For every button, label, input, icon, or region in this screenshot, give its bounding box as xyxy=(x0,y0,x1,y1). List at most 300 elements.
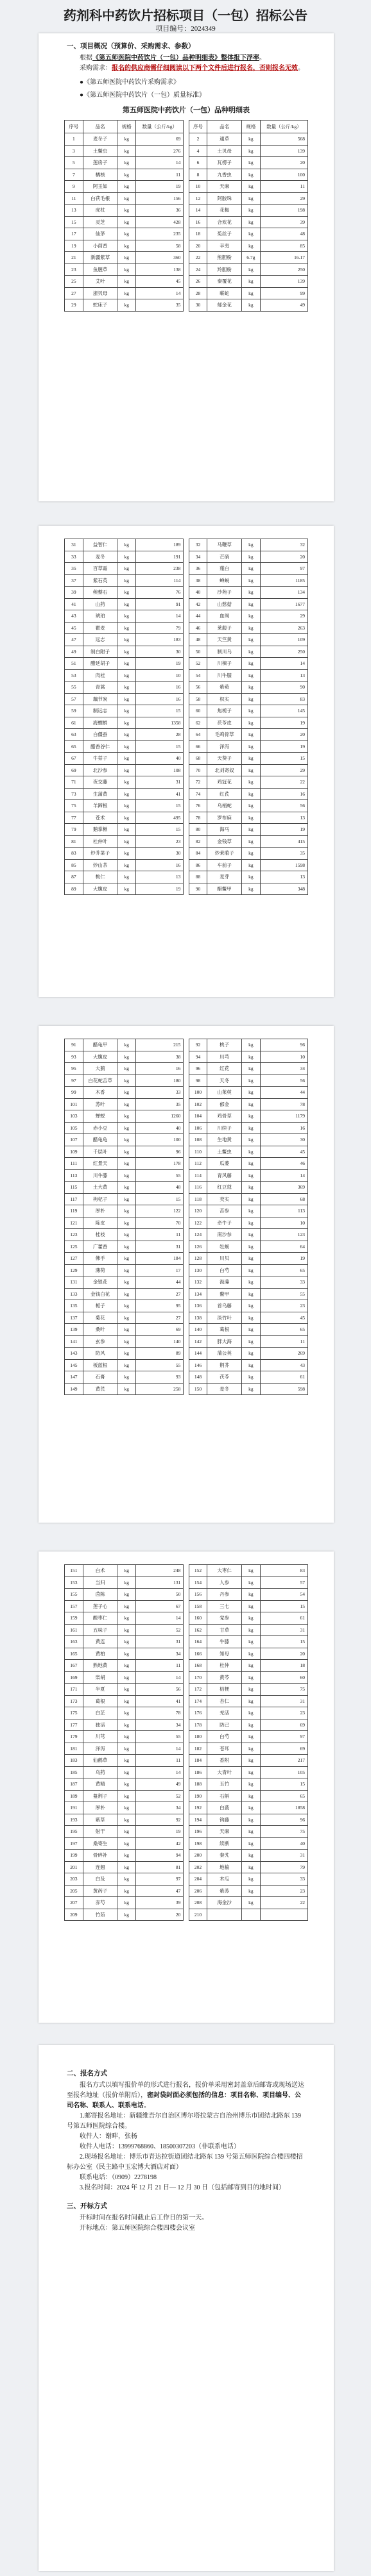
item-name: 炒山茶 xyxy=(83,859,117,871)
item-unit: kg xyxy=(241,205,260,217)
column-gap xyxy=(184,1766,189,1778)
item-name: 新疆紫草 xyxy=(83,252,117,264)
project-number: 项目编号：2024349 xyxy=(155,25,216,33)
column-gap xyxy=(184,145,189,157)
item-quantity: 139 xyxy=(260,145,307,157)
document-sheet-1 xyxy=(39,33,334,501)
item-name: 天葵子 xyxy=(207,753,242,765)
item-name: 柴胡 xyxy=(83,1671,117,1684)
item-name: 远志 xyxy=(83,634,117,646)
item-unit: kg xyxy=(241,1312,260,1324)
item-unit: kg xyxy=(241,1276,260,1289)
row-number: 111 xyxy=(65,1158,83,1170)
item-quantity: 90 xyxy=(260,682,307,694)
item-quantity: 48 xyxy=(260,228,307,240)
item-unit: kg xyxy=(117,1241,136,1253)
row-number: 164 xyxy=(189,1636,207,1648)
item-name: 毛鸡骨草 xyxy=(207,729,242,741)
item-unit: kg xyxy=(117,1814,136,1826)
item-unit: kg xyxy=(117,1205,136,1217)
item-unit: kg xyxy=(117,682,136,694)
row-number: 44 xyxy=(189,610,207,623)
row-number: 136 xyxy=(189,1300,207,1312)
item-name: 杏仁 xyxy=(207,1695,242,1707)
table-row xyxy=(65,1660,308,1672)
item-name: 半夏 xyxy=(83,1684,117,1696)
column-gap xyxy=(184,859,189,871)
item-unit: kg xyxy=(241,753,260,765)
item-name: 琥珀 xyxy=(83,610,117,623)
item-unit: kg xyxy=(117,574,136,587)
row-number: 95 xyxy=(65,1063,83,1075)
item-name: 百草霜 xyxy=(83,563,117,575)
item-quantity: 30 xyxy=(260,1134,307,1146)
row-number: 33 xyxy=(65,551,83,563)
column-gap xyxy=(184,1241,189,1253)
item-unit: kg xyxy=(241,1146,260,1158)
row-number: 154 xyxy=(189,1577,207,1589)
item-unit: kg xyxy=(241,693,260,705)
item-name: 土鳖虫 xyxy=(207,1146,242,1158)
item-unit: kg xyxy=(241,800,260,812)
row-number: 121 xyxy=(65,1217,83,1229)
item-name: 黄连 xyxy=(83,1636,117,1648)
item-name: 白芍 xyxy=(207,1731,242,1743)
document-sheet-5 xyxy=(39,2045,334,2571)
column-gap xyxy=(184,1098,189,1110)
item-name: 独活 xyxy=(83,1719,117,1731)
row-number: 14 xyxy=(189,205,207,217)
item-name: 红豆蔻 xyxy=(207,1182,242,1194)
item-unit: kg xyxy=(117,1158,136,1170)
item-quantity: 15 xyxy=(136,705,184,717)
table-row xyxy=(65,157,308,169)
item-quantity: 123 xyxy=(260,1229,307,1241)
row-number: 171 xyxy=(65,1684,83,1696)
row-number: 61 xyxy=(65,717,83,729)
item-name: 芒硝 xyxy=(207,551,242,563)
item-quantity: 93 xyxy=(136,1371,184,1384)
item-quantity: 45 xyxy=(260,1312,307,1324)
item-name xyxy=(207,1909,242,1921)
item-unit: kg xyxy=(241,1169,260,1182)
item-name: 小茴香 xyxy=(83,240,117,252)
item-name: 羊蹄根 xyxy=(83,800,117,812)
item-unit: kg xyxy=(241,1660,260,1672)
row-number: 28 xyxy=(189,287,207,299)
column-gap xyxy=(184,848,189,860)
item-quantity: 19 xyxy=(260,824,307,836)
column-gap xyxy=(184,1589,189,1601)
item-unit: kg xyxy=(117,598,136,610)
row-number: 47 xyxy=(65,634,83,646)
column-gap xyxy=(184,705,189,717)
item-name: 茵陈 xyxy=(83,1589,117,1601)
item-quantity: 33 xyxy=(260,1276,307,1289)
row-number: 53 xyxy=(65,669,83,682)
column-gap xyxy=(184,646,189,658)
item-quantity: 369 xyxy=(260,1182,307,1194)
item-name: 蛇床子 xyxy=(83,299,117,312)
item-quantity: 568 xyxy=(260,133,307,146)
item-unit: kg xyxy=(117,764,136,776)
item-quantity: 11 xyxy=(136,1755,184,1767)
item-quantity: 598 xyxy=(260,1383,307,1395)
item-unit: kg xyxy=(117,1264,136,1276)
column-gap xyxy=(184,764,189,776)
item-quantity: 27 xyxy=(136,1288,184,1300)
overview-emphasis: 《第五师医院中药饮片（一包）品种明细表》整体报下浮率 xyxy=(92,54,259,62)
row-number: 92 xyxy=(189,1039,207,1051)
item-unit: kg xyxy=(117,133,136,146)
column-gap xyxy=(184,1814,189,1826)
item-quantity: 44 xyxy=(260,1087,307,1099)
item-unit: kg xyxy=(241,1087,260,1099)
item-unit: kg xyxy=(117,181,136,193)
item-unit: kg xyxy=(241,1565,260,1577)
column-gap xyxy=(184,812,189,824)
row-number: 194 xyxy=(189,1814,207,1826)
item-name: 蕲蛇 xyxy=(207,287,242,299)
item-unit: kg xyxy=(117,669,136,682)
item-unit: kg xyxy=(117,1660,136,1672)
table-row xyxy=(65,1612,308,1625)
item-quantity: 11 xyxy=(260,1335,307,1348)
item-quantity: 19 xyxy=(136,181,184,193)
row-number: 169 xyxy=(65,1671,83,1684)
row-number: 193 xyxy=(65,1814,83,1826)
column-gap xyxy=(184,1158,189,1170)
document-sheet-2 xyxy=(39,526,334,997)
item-name: 益智仁 xyxy=(83,539,117,551)
column-gap xyxy=(184,1624,189,1636)
item-unit: kg xyxy=(241,1671,260,1684)
column-gap xyxy=(184,1335,189,1348)
item-unit: kg xyxy=(241,717,260,729)
table-row xyxy=(65,299,308,312)
item-unit: kg xyxy=(117,240,136,252)
item-unit: kg xyxy=(241,133,260,146)
table-row xyxy=(65,634,308,646)
row-number: 11 xyxy=(65,192,83,205)
item-unit: kg xyxy=(117,1873,136,1886)
column-header: 序号 xyxy=(65,121,83,133)
item-unit: kg xyxy=(117,1589,136,1601)
item-unit: kg xyxy=(117,705,136,717)
item-quantity: 61 xyxy=(260,1371,307,1384)
table-row xyxy=(65,1169,308,1182)
requirement-text: 采购需求： xyxy=(80,65,112,72)
item-quantity: 14 xyxy=(260,1169,307,1182)
item-name: 合欢花 xyxy=(207,216,242,228)
table-row xyxy=(65,563,308,575)
row-number: 126 xyxy=(189,1241,207,1253)
row-number: 191 xyxy=(65,1802,83,1814)
item-unit: kg xyxy=(117,610,136,623)
row-number: 10 xyxy=(189,181,207,193)
table-row xyxy=(65,812,308,824)
item-unit: kg xyxy=(117,1359,136,1371)
item-name: 土大黄 xyxy=(83,1182,117,1194)
column-gap xyxy=(184,800,189,812)
item-unit: kg xyxy=(117,835,136,848)
row-number: 200 xyxy=(189,1850,207,1862)
item-name: 瓦楞子 xyxy=(207,157,242,169)
item-quantity: 33 xyxy=(136,1087,184,1099)
table-row xyxy=(65,287,308,299)
row-number: 157 xyxy=(65,1600,83,1612)
item-name: 黄药子 xyxy=(83,1885,117,1897)
table-row xyxy=(65,1755,308,1767)
row-number: 150 xyxy=(189,1383,207,1395)
item-name: 蔓荆子 xyxy=(83,1790,117,1802)
row-number: 110 xyxy=(189,1146,207,1158)
item-unit: kg xyxy=(117,1169,136,1182)
item-quantity: 70 xyxy=(136,1217,184,1229)
item-name: 夜交藤 xyxy=(83,776,117,789)
item-quantity: 184 xyxy=(136,1253,184,1265)
item-name: 藕节炭 xyxy=(83,693,117,705)
item-unit: kg xyxy=(241,1589,260,1601)
table-row xyxy=(65,1873,308,1886)
row-number: 51 xyxy=(65,658,83,670)
row-number: 195 xyxy=(65,1826,83,1838)
item-quantity: 248 xyxy=(136,1565,184,1577)
item-quantity: 183 xyxy=(136,634,184,646)
column-gap xyxy=(184,216,189,228)
item-unit: kg xyxy=(117,1671,136,1684)
column-gap xyxy=(184,587,189,599)
section-heading-registration: 二、报名方式 xyxy=(67,2070,107,2077)
row-number: 78 xyxy=(189,812,207,824)
row-number: 122 xyxy=(189,1217,207,1229)
item-name: 香附 xyxy=(207,1755,242,1767)
item-unit: kg xyxy=(241,729,260,741)
item-unit: kg xyxy=(117,1766,136,1778)
item-name: 郁金 xyxy=(207,1098,242,1110)
item-unit: kg xyxy=(117,634,136,646)
requirement-end: 。 xyxy=(298,65,304,72)
item-quantity: 56 xyxy=(136,1684,184,1696)
row-number: 205 xyxy=(65,1885,83,1897)
row-number: 89 xyxy=(65,883,83,895)
column-gap xyxy=(184,276,189,288)
column-gap xyxy=(184,1324,189,1336)
column-gap xyxy=(184,1909,189,1921)
item-quantity: 41 xyxy=(136,1695,184,1707)
item-name: 桑叶 xyxy=(83,1324,117,1336)
item-name: 牵牛子 xyxy=(207,1217,242,1229)
item-name: 天竺黄 xyxy=(207,634,242,646)
item-unit: kg xyxy=(241,835,260,848)
item-name: 金银花 xyxy=(83,1276,117,1289)
row-number: 81 xyxy=(65,835,83,848)
item-quantity: 65 xyxy=(260,1324,307,1336)
item-quantity: 13 xyxy=(260,669,307,682)
item-quantity: 69 xyxy=(260,1719,307,1731)
attachment-link-quality[interactable]: ●《第五师医院中药饮片（一包）质量标准》 xyxy=(80,92,206,99)
row-number: 27 xyxy=(65,287,83,299)
item-unit: kg xyxy=(241,669,260,682)
item-name: 阿胶珠 xyxy=(207,192,242,205)
table-row xyxy=(65,764,308,776)
item-quantity: 13 xyxy=(260,871,307,883)
item-quantity: 69 xyxy=(136,1324,184,1336)
item-name: 土贝母 xyxy=(207,145,242,157)
item-unit: kg xyxy=(117,1600,136,1612)
item-unit: kg xyxy=(241,682,260,694)
row-number: 30 xyxy=(189,299,207,312)
row-number: 209 xyxy=(65,1909,83,1921)
item-quantity: 114 xyxy=(136,574,184,587)
item-name: 杜仲叶 xyxy=(83,835,117,848)
item-unit: kg xyxy=(241,1205,260,1217)
item-name: 知母 xyxy=(207,1648,242,1660)
item-name: 陈皮 xyxy=(83,1217,117,1229)
column-gap xyxy=(184,1300,189,1312)
item-quantity: 29 xyxy=(260,764,307,776)
table-row xyxy=(65,669,308,682)
row-number: 90 xyxy=(189,883,207,895)
item-quantity: 18 xyxy=(260,1660,307,1672)
item-unit: kg xyxy=(241,1324,260,1336)
column-gap xyxy=(184,1229,189,1241)
row-number: 49 xyxy=(65,646,83,658)
item-unit: kg xyxy=(241,1766,260,1778)
table-row xyxy=(65,1146,308,1158)
column-gap xyxy=(184,1169,189,1182)
item-unit: kg xyxy=(117,1636,136,1648)
item-name: 苏叶 xyxy=(83,1098,117,1110)
item-unit: kg xyxy=(117,1577,136,1589)
item-unit: kg xyxy=(117,1885,136,1897)
row-number: 173 xyxy=(65,1695,83,1707)
item-name: 沙苑子 xyxy=(207,587,242,599)
row-number: 199 xyxy=(65,1850,83,1862)
item-unit: kg xyxy=(241,287,260,299)
column-gap xyxy=(184,287,189,299)
item-name: 枳实 xyxy=(207,693,242,705)
item-unit: kg xyxy=(241,1063,260,1075)
table-row xyxy=(65,1837,308,1850)
item-name: 防己 xyxy=(207,1719,242,1731)
table-row xyxy=(65,1909,308,1921)
row-number: 145 xyxy=(65,1359,83,1371)
item-quantity: 95 xyxy=(136,1300,184,1312)
item-name: 大枣仁 xyxy=(207,1565,242,1577)
table-row xyxy=(65,1648,308,1660)
row-number: 184 xyxy=(189,1755,207,1767)
column-gap xyxy=(184,729,189,741)
attachment-link-requirements[interactable]: ●《第五师医院中药饮片采购需求》 xyxy=(80,79,180,86)
item-unit: kg xyxy=(241,610,260,623)
item-unit: kg xyxy=(117,263,136,276)
item-name: 肉桂 xyxy=(83,669,117,682)
row-number: 25 xyxy=(65,276,83,288)
row-number: 69 xyxy=(65,764,83,776)
mail-recipient: 收件人：谢畔，张杨 xyxy=(80,2133,137,2140)
column-gap xyxy=(184,205,189,217)
column-gap xyxy=(184,1790,189,1802)
item-unit: kg xyxy=(241,705,260,717)
item-quantity: 97 xyxy=(136,1873,184,1886)
row-number: 107 xyxy=(65,1134,83,1146)
item-name: 金钱白花 xyxy=(83,1288,117,1300)
item-name: 酸枣仁 xyxy=(83,1612,117,1625)
table-row xyxy=(65,883,308,895)
item-quantity: 45 xyxy=(260,1146,307,1158)
item-name: 板蓝根 xyxy=(83,1359,117,1371)
item-unit: kg xyxy=(117,1312,136,1324)
item-name: 浙贝母 xyxy=(83,287,117,299)
item-quantity: 1185 xyxy=(260,574,307,587)
item-name: 白花蛇舌草 xyxy=(83,1075,117,1087)
table-row xyxy=(65,682,308,694)
item-unit: kg xyxy=(117,551,136,563)
item-name: 葛根 xyxy=(83,1695,117,1707)
row-number: 207 xyxy=(65,1897,83,1909)
item-name: 川芎 xyxy=(207,1051,242,1063)
item-name: 大蓟 xyxy=(83,1063,117,1075)
item-name: 生蒲黄 xyxy=(83,788,117,800)
item-quantity: 78 xyxy=(260,1098,307,1110)
item-quantity: 35 xyxy=(136,299,184,312)
item-name: 苍耳 xyxy=(207,1743,242,1755)
item-name: 苍术 xyxy=(83,812,117,824)
item-unit: kg xyxy=(117,1383,136,1395)
row-number: 190 xyxy=(189,1790,207,1802)
item-name: 五味子 xyxy=(83,1624,117,1636)
item-unit: kg xyxy=(241,1051,260,1063)
item-quantity: 83 xyxy=(260,1565,307,1577)
item-quantity: 68 xyxy=(260,1193,307,1205)
item-quantity: 34 xyxy=(260,1063,307,1075)
column-gap xyxy=(184,192,189,205)
item-quantity: 14 xyxy=(136,1743,184,1755)
item-unit: kg xyxy=(241,1098,260,1110)
item-unit: kg xyxy=(117,776,136,789)
item-quantity: 131 xyxy=(136,1577,184,1589)
item-unit: kg xyxy=(241,1755,260,1767)
item-quantity: 10 xyxy=(136,669,184,682)
item-quantity: 30 xyxy=(136,848,184,860)
row-number: 203 xyxy=(65,1873,83,1886)
item-unit: kg xyxy=(241,1612,260,1625)
item-unit: 6.7g xyxy=(241,252,260,264)
item-unit: kg xyxy=(241,1897,260,1909)
row-number: 48 xyxy=(189,634,207,646)
item-unit: kg xyxy=(117,1193,136,1205)
item-name: 郁金花 xyxy=(207,299,242,312)
item-name: 栀子 xyxy=(83,1300,117,1312)
item-quantity: 45 xyxy=(136,276,184,288)
row-number: 118 xyxy=(189,1193,207,1205)
table-row xyxy=(65,1731,308,1743)
item-quantity: 34 xyxy=(136,1802,184,1814)
item-quantity: 15 xyxy=(260,1600,307,1612)
item-quantity: 14 xyxy=(260,658,307,670)
column-gap xyxy=(184,563,189,575)
item-name: 仙鹤草 xyxy=(83,1755,117,1767)
item-quantity: 58 xyxy=(136,240,184,252)
row-number: 8 xyxy=(189,169,207,181)
row-number: 196 xyxy=(189,1826,207,1838)
item-name: 生地黄 xyxy=(207,1134,242,1146)
item-name: 茯苓皮 xyxy=(207,717,242,729)
item-quantity: 65 xyxy=(260,1264,307,1276)
item-unit: kg xyxy=(117,1826,136,1838)
row-number: 73 xyxy=(65,788,83,800)
